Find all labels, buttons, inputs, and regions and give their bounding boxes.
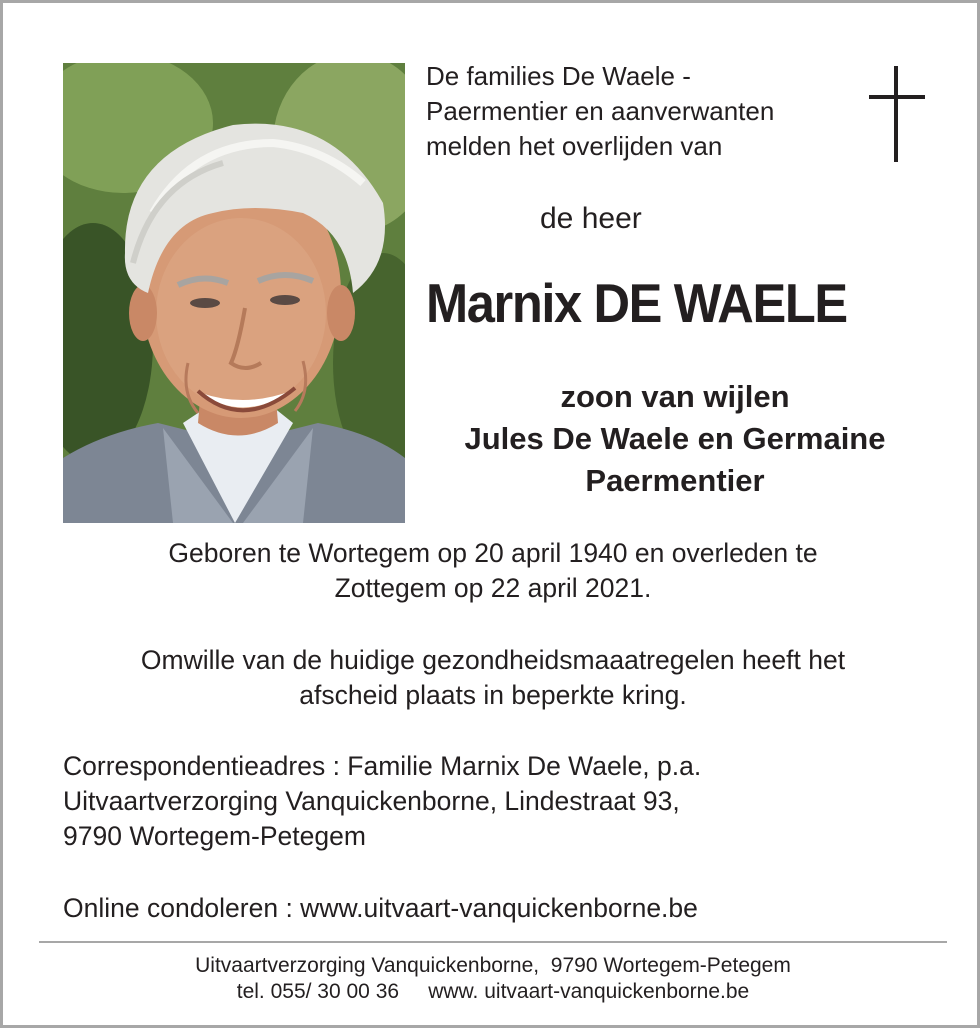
cross-icon	[869, 66, 925, 162]
farewell-notice	[43, 643, 943, 713]
birth-death-text	[43, 536, 943, 606]
deceased-name: Marnix DE WAELE	[426, 272, 847, 334]
address-line: 9790 Wortegem-Petegem	[63, 821, 366, 851]
parents-line: zoon van wijlen	[560, 379, 790, 414]
footer-divider	[39, 941, 947, 943]
parents-text	[413, 376, 937, 502]
portrait-photo	[63, 63, 405, 523]
parents-line: Jules De Waele en Germaine	[464, 421, 886, 456]
footer-line-contact: tel. 055/ 30 00 36 www. uitvaart-vanquickenborne.be	[236, 980, 750, 1003]
title-prefix: de heer	[540, 202, 642, 235]
online-condolence: Online condoleren : www.uitvaart-vanquickenborne.be	[63, 893, 698, 923]
birth-death-line: Zottegem op 22 april 2021.	[334, 573, 652, 603]
birth-death-line: Geboren te Wortegem op 20 april 1940 en overleden te	[168, 538, 818, 568]
address-line: Correspondentieadres : Familie Marnix De Waele, p.a.	[63, 751, 702, 781]
intro-line: Paermentier en aanverwanten	[426, 96, 775, 126]
funeral-home-footer	[43, 953, 943, 1005]
footer-line-address: Uitvaartverzorging Vanquickenborne, 9790 Wortegem-Petegem	[195, 954, 791, 977]
address-line: Uitvaartverzorging Vanquickenborne, Lindestraat 93,	[63, 786, 680, 816]
intro-line: De families De Waele -	[426, 61, 691, 91]
intro-line: melden het overlijden van	[426, 131, 723, 161]
notice-line: afscheid plaats in beperkte kring.	[299, 680, 687, 710]
intro-text	[426, 59, 846, 164]
parents-line: Paermentier	[585, 463, 765, 498]
correspondence-address	[63, 749, 933, 854]
notice-line: Omwille van de huidige gezondheidsmaaatregelen heeft het	[140, 645, 846, 675]
